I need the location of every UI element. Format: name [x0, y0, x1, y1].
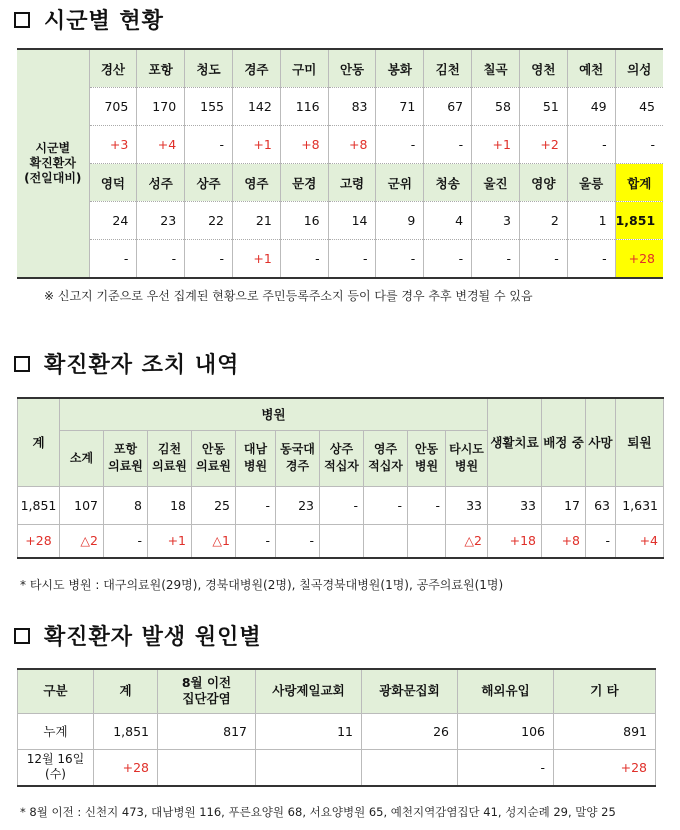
section-1-title [14, 4, 164, 35]
header-line: 사랑제일교회 [272, 683, 345, 699]
change-cell: - [185, 240, 233, 279]
count-cell: 1,851 [615, 202, 663, 240]
count-cell: 49 [567, 88, 615, 126]
checkbox-square-icon [14, 628, 30, 644]
count-cell: 71 [376, 88, 424, 126]
row-label-line: 12월 16일 [26, 752, 85, 766]
header-hospital-sub [446, 430, 488, 486]
header-line: 8월 이전 [181, 675, 232, 691]
table-row [18, 749, 656, 786]
count-cell: 2 [519, 202, 567, 240]
count-cell: 22 [185, 202, 233, 240]
header-line: 동국대 [280, 442, 315, 456]
regional-status-table [17, 48, 663, 279]
value-cell: 23 [276, 486, 320, 524]
region-name-cell: 성주 [137, 164, 185, 202]
value-cell: 1,851 [18, 486, 60, 524]
change-cell: +18 [488, 524, 542, 558]
header-line: 의료원 [152, 459, 187, 473]
region-name-cell: 합계 [615, 164, 663, 202]
value-cell: - [236, 486, 276, 524]
region-name-cell: 영천 [519, 49, 567, 88]
change-cell: - [104, 524, 148, 558]
header-hospital-sub [276, 430, 320, 486]
patient-measures-table [17, 397, 664, 559]
region-name-cell: 상주 [185, 164, 233, 202]
change-cell: - [472, 240, 520, 279]
count-cell: 705 [89, 88, 137, 126]
region-name-cell: 경산 [89, 49, 137, 88]
header-line: 안동 [201, 442, 226, 456]
header-line: 포항 [113, 442, 138, 456]
change-cell [408, 524, 446, 558]
change-cell: - [236, 524, 276, 558]
header-death: 사망 [586, 398, 616, 486]
count-cell: 170 [137, 88, 185, 126]
header-line: 구분 [43, 683, 68, 699]
change-cell: - [89, 240, 137, 279]
region-name-cell: 영양 [519, 164, 567, 202]
row-label-line: (전일대비) [24, 171, 82, 185]
value-cell: 25 [192, 486, 236, 524]
change-cell: +8 [542, 524, 586, 558]
row-label-line: 시군별 [35, 141, 71, 155]
value-cell: 17 [542, 486, 586, 524]
change-cell: - [424, 126, 472, 164]
header-line: 병원 [454, 459, 479, 473]
region-name-cell: 영주 [232, 164, 280, 202]
change-cell: - [376, 126, 424, 164]
value-cell: 891 [554, 713, 656, 749]
header-cell [458, 669, 554, 713]
count-cell: 116 [280, 88, 328, 126]
table-row [17, 49, 663, 88]
count-cell: 3 [472, 202, 520, 240]
row-label-cell [18, 749, 94, 786]
change-cell: - [615, 126, 663, 164]
count-cell: 1 [567, 202, 615, 240]
header-line: 타시도 [449, 442, 484, 456]
change-cell: - [586, 524, 616, 558]
region-name-cell: 울릉 [567, 164, 615, 202]
header-line: 계 [119, 683, 132, 699]
value-cell: 11 [256, 713, 362, 749]
value-cell: 106 [458, 713, 554, 749]
table-row [18, 486, 664, 524]
header-hospital-sub [60, 430, 104, 486]
header-line: 대남 [243, 442, 268, 456]
header-hospital-sub [192, 430, 236, 486]
count-cell: 24 [89, 202, 137, 240]
change-cell: - [137, 240, 185, 279]
change-cell: - [276, 524, 320, 558]
change-cell: - [567, 240, 615, 279]
count-cell: 58 [472, 88, 520, 126]
checkbox-square-icon [14, 356, 30, 372]
count-cell: 142 [232, 88, 280, 126]
region-name-cell: 포항 [137, 49, 185, 88]
change-cell [158, 749, 256, 786]
region-name-cell: 안동 [328, 49, 376, 88]
header-residential: 생활치료 [488, 398, 542, 486]
change-cell: - [424, 240, 472, 279]
header-discharged: 퇴원 [616, 398, 664, 486]
change-cell: +28 [615, 240, 663, 279]
table-header-row [18, 669, 656, 713]
count-cell: 45 [615, 88, 663, 126]
header-line: 상주 [329, 442, 354, 456]
section-2-note: * 타시도 병원 : 대구의료원(29명), 경북대병원(2명), 칠곡경북대병원(1명), 공주의료원(1명) [20, 578, 504, 592]
section-3-title-text: 확진환자 발생 원인별 [44, 625, 262, 650]
header-line: 김천 [157, 442, 182, 456]
row-label-cell [17, 49, 89, 278]
header-hospital-sub [364, 430, 408, 486]
change-cell: +28 [554, 749, 656, 786]
header-line: 소계 [69, 450, 94, 465]
header-line: 광화문집회 [379, 683, 440, 699]
section-3-title [14, 620, 262, 651]
value-cell: - [320, 486, 364, 524]
header-line: 의료원 [108, 459, 143, 473]
change-cell: - [458, 749, 554, 786]
change-cell: - [280, 240, 328, 279]
header-line: 적십자 [324, 459, 359, 473]
section-1-title-text: 시군별 현황 [44, 9, 164, 34]
change-cell: +3 [89, 126, 137, 164]
region-name-cell: 김천 [424, 49, 472, 88]
region-name-cell: 경주 [232, 49, 280, 88]
value-cell: - [408, 486, 446, 524]
table-row [17, 164, 663, 202]
change-cell: +2 [519, 126, 567, 164]
change-cell: - [328, 240, 376, 279]
region-name-cell: 청도 [185, 49, 233, 88]
change-cell: △1 [192, 524, 236, 558]
count-cell: 16 [280, 202, 328, 240]
region-name-cell: 영덕 [89, 164, 137, 202]
region-name-cell: 청송 [424, 164, 472, 202]
header-line: 해외유입 [481, 683, 530, 699]
row-label-cell: 누계 [18, 713, 94, 749]
header-cell [18, 669, 94, 713]
value-cell: 1,631 [616, 486, 664, 524]
count-cell: 14 [328, 202, 376, 240]
count-cell: 155 [185, 88, 233, 126]
count-cell: 9 [376, 202, 424, 240]
change-cell: +1 [472, 126, 520, 164]
region-name-cell: 봉화 [376, 49, 424, 88]
change-cell: +4 [616, 524, 664, 558]
change-cell: +28 [18, 524, 60, 558]
header-line: 적십자 [368, 459, 403, 473]
change-cell [320, 524, 364, 558]
value-cell: 817 [158, 713, 256, 749]
header-hospital-sub [148, 430, 192, 486]
change-cell [364, 524, 408, 558]
header-cell [94, 669, 158, 713]
section-2-title [14, 348, 239, 379]
region-name-cell: 군위 [376, 164, 424, 202]
change-cell: - [519, 240, 567, 279]
change-cell: +4 [137, 126, 185, 164]
value-cell: 8 [104, 486, 148, 524]
section-3-note: * 8월 이전 : 신천지 473, 대남병원 116, 푸른요양원 68, 서요양병원 65, 예천지역감염집단 41, 성지순례 29, 말양 25 [20, 805, 616, 819]
header-hospital-sub [320, 430, 364, 486]
change-cell: +1 [232, 126, 280, 164]
header-hospital-sub [104, 430, 148, 486]
value-cell: 107 [60, 486, 104, 524]
count-cell: 83 [328, 88, 376, 126]
table-header-row [18, 398, 664, 430]
checkbox-square-icon [14, 12, 30, 28]
table-row [17, 88, 663, 126]
table-row [17, 126, 663, 164]
count-cell: 4 [424, 202, 472, 240]
header-cell [554, 669, 656, 713]
header-line: 기 타 [590, 683, 619, 699]
header-hospital-sub [408, 430, 446, 486]
region-name-cell: 구미 [280, 49, 328, 88]
change-cell [362, 749, 458, 786]
change-cell: - [567, 126, 615, 164]
header-hospital-sub [236, 430, 276, 486]
infection-cause-table [17, 668, 656, 787]
value-cell: 26 [362, 713, 458, 749]
count-cell: 21 [232, 202, 280, 240]
row-label-line: 확진환자 [29, 156, 76, 170]
region-name-cell: 의성 [615, 49, 663, 88]
count-cell: 67 [424, 88, 472, 126]
header-line: 안동 [414, 442, 439, 456]
header-cell [158, 669, 256, 713]
value-cell: 63 [586, 486, 616, 524]
change-cell: △2 [60, 524, 104, 558]
header-line: 병원 [243, 459, 268, 473]
header-cell [256, 669, 362, 713]
region-name-cell: 고령 [328, 164, 376, 202]
change-cell: - [185, 126, 233, 164]
region-name-cell: 문경 [280, 164, 328, 202]
change-cell: +1 [232, 240, 280, 279]
table-row [17, 240, 663, 279]
count-cell: 51 [519, 88, 567, 126]
region-name-cell: 울진 [472, 164, 520, 202]
value-cell: 33 [488, 486, 542, 524]
header-total: 계 [18, 398, 60, 486]
header-line: 집단감염 [182, 691, 231, 707]
table-row [18, 524, 664, 558]
header-assigning: 배정 중 [542, 398, 586, 486]
change-cell [256, 749, 362, 786]
change-cell: +1 [148, 524, 192, 558]
header-line: 병원 [414, 459, 439, 473]
region-name-cell: 예천 [567, 49, 615, 88]
section-2-title-text: 확진환자 조치 내역 [44, 353, 240, 378]
header-line: 경주 [285, 459, 310, 473]
header-hospital: 병원 [60, 398, 488, 430]
header-cell [362, 669, 458, 713]
section-1-note: ※ 신고지 기준으로 우선 집계된 현황으로 주민등록주소지 등이 다를 경우 추후 변경될 수 있음 [44, 289, 533, 303]
value-cell: 33 [446, 486, 488, 524]
change-cell: +8 [328, 126, 376, 164]
value-cell: 1,851 [94, 713, 158, 749]
header-line: 의료원 [196, 459, 231, 473]
change-cell: +28 [94, 749, 158, 786]
row-label-line: (수) [45, 767, 66, 781]
table-row [17, 202, 663, 240]
region-name-cell: 칠곡 [472, 49, 520, 88]
change-cell: △2 [446, 524, 488, 558]
count-cell: 23 [137, 202, 185, 240]
table-row [18, 713, 656, 749]
value-cell: - [364, 486, 408, 524]
header-line: 영주 [373, 442, 398, 456]
value-cell: 18 [148, 486, 192, 524]
change-cell: - [376, 240, 424, 279]
change-cell: +8 [280, 126, 328, 164]
